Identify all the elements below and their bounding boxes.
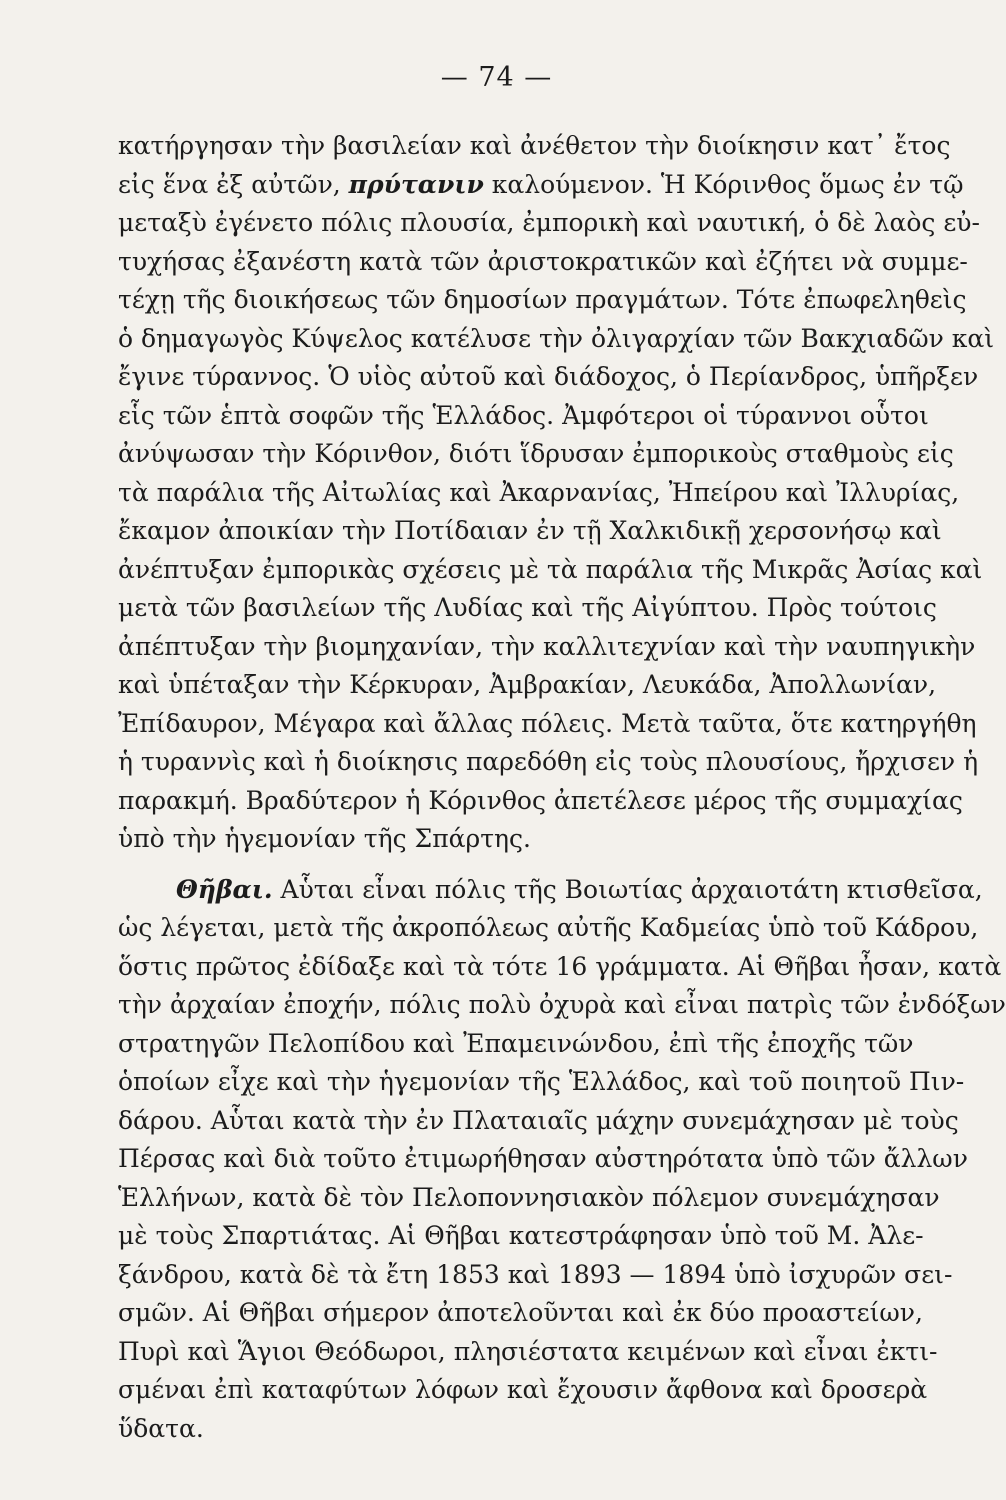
body-text xyxy=(118,127,1006,1448)
emphasized-term: πρύτανιν xyxy=(348,169,484,199)
text-line: σμέναι ἐπὶ καταφύτων λόφων καὶ ἔχουσιν ἄφθονα καὶ δροσερὰ xyxy=(118,1375,928,1404)
section-heading: Θῆβαι. xyxy=(176,874,273,904)
text-line: μετὰ τῶν βασιλείων τῆς Λυδίας καὶ τῆς Αἰγύπτου. Πρὸς τούτοις xyxy=(118,593,937,622)
text-line: σμῶν. Αἱ Θῆβαι σήμερον ἀποτελοῦνται καὶ ἐκ δύο προαστείων, xyxy=(118,1298,923,1327)
text-line: ὕδατα. xyxy=(118,1413,204,1443)
text-line: ἀνέπτυξαν ἐμπορικὰς σχέσεις μὲ τὰ παράλια τῆς Μικρᾶς Ἀσίας καὶ xyxy=(118,554,983,584)
text-line: μεταξὺ ἐγένετο πόλις πλουσία, ἐμπορικὴ καὶ ναυτική, ὁ δὲ λαὸς εὐ- xyxy=(118,208,980,237)
text-line: τὰ παράλια τῆς Αἰτωλίας καὶ Ἀκαρνανίας, Ἠπείρου καὶ Ἰλλυρίας, xyxy=(118,477,960,507)
text-line: ἀπέπτυξαν τὴν βιομηχανίαν, τὴν καλλιτεχνίαν καὶ τὴν ναυπηγικὴν xyxy=(118,631,976,661)
text-line xyxy=(118,871,983,910)
text-line: στρατηγῶν Πελοπίδου καὶ Ἐπαμεινώνδου, ἐπὶ τῆς ἐποχῆς τῶν xyxy=(118,1028,914,1058)
text-line: ξάνδρου, κατὰ δὲ τὰ ἔτη 1853 καὶ 1893 — 1894 ὑπὸ ἰσχυρῶν σει- xyxy=(118,1259,953,1289)
text-line: ὑπὸ τὴν ἡγεμονίαν τῆς Σπάρτης. xyxy=(118,824,531,853)
text-line: ἔκαμον ἀποικίαν τὴν Ποτίδαιαν ἐν τῇ Χαλκιδικῇ χερσονήσῳ καὶ xyxy=(118,516,942,545)
text-line xyxy=(118,166,964,205)
text-line: ἡ τυραννὶς καὶ ἡ διοίκησις παρεδόθη εἰς τοὺς πλουσίους, ἤρχισεν ἡ xyxy=(118,747,979,776)
text-line: ὅστις πρῶτος ἐδίδαξε καὶ τὰ τότε 16 γράμματα. Αἱ Θῆβαι ἦσαν, κατὰ xyxy=(118,951,1002,981)
text-run: Αὗται εἶναι πόλις τῆς Βοιωτίας ἀρχαιοτάτη κτισθεῖσα, xyxy=(272,874,983,904)
text-run: καλούμενον. Ἡ Κόρινθος ὅμως ἐν τῷ xyxy=(483,169,964,199)
paragraph-spacer xyxy=(118,859,895,871)
page-number: — 74 — xyxy=(440,62,553,93)
paragraph-korinthos xyxy=(118,127,995,859)
text-line: Πέρσας καὶ διὰ τοῦτο ἐτιμωρήθησαν αὐστηρότατα ὑπὸ τῶν ἄλλων xyxy=(118,1144,968,1173)
text-line: εἷς τῶν ἑπτὰ σοφῶν τῆς Ἑλλάδος. Ἀμφότεροι οἱ τύραννοι οὗτοι xyxy=(118,400,929,430)
text-line: ὡς λέγεται, μετὰ τῆς ἀκροπόλεως αὐτῆς Καδμείας ὑπὸ τοῦ Κάδρου, xyxy=(118,913,979,942)
text-line: παρακμή. Βραδύτερον ἡ Κόρινθος ἀπετέλεσε μέρος τῆς συμμαχίας xyxy=(118,785,963,815)
text-line: ἀνύψωσαν τὴν Κόρινθον, διότι ἵδρυσαν ἐμπορικοὺς σταθμοὺς εἰς xyxy=(118,439,954,468)
text-line: ὁποίων εἶχε καὶ τὴν ἡγεμονίαν τῆς Ἑλλάδος, καὶ τοῦ ποιητοῦ Πιν- xyxy=(118,1067,965,1096)
paragraph-thebes xyxy=(118,871,1006,1449)
text-line: μὲ τοὺς Σπαρτιάτας. Αἱ Θῆβαι κατεστράφησαν ὑπὸ τοῦ Μ. Ἀλε- xyxy=(118,1221,924,1250)
text-line: ὁ δημαγωγὸς Κύψελος κατέλυσε τὴν ὀλιγαρχίαν τῶν Βακχιαδῶν καὶ xyxy=(118,323,995,353)
text-line: καὶ ὑπέταξαν τὴν Κέρκυραν, Ἀμβρακίαν, Λευκάδα, Ἀπολλωνίαν, xyxy=(118,670,937,699)
text-line: Ἐπίδαυρον, Μέγαρα καὶ ἄλλας πόλεις. Μετὰ ταῦτα, ὅτε κατηργήθη xyxy=(118,708,977,738)
text-line: δάρου. Αὗται κατὰ τὴν ἐν Πλαταιαῖς μάχην συνεμάχησαν μὲ τοὺς xyxy=(118,1105,959,1135)
text-line: κατήργησαν τὴν βασιλείαν καὶ ἀνέθετον τὴν διοίκησιν κατ᾽ ἔτος xyxy=(118,131,951,160)
text-line: τέχῃ τῆς διοικήσεως τῶν δημοσίων πραγμάτων. Τότε ἐπωφεληθεὶς xyxy=(118,285,967,314)
text-line: Ἑλλήνων, κατὰ δὲ τὸν Πελοποννησιακὸν πόλεμον συνεμάχησαν xyxy=(118,1182,940,1212)
text-line: τυχήσας ἐξανέστη κατὰ τῶν ἀριστοκρατικῶν καὶ ἐζήτει νὰ συμμε- xyxy=(118,246,968,276)
text-line: τὴν ἀρχαίαν ἐποχήν, πόλις πολὺ ὀχυρὰ καὶ εἶναι πατρὶς τῶν ἐνδόξων xyxy=(118,990,1006,1019)
text-line: Πυρὶ καὶ Ἅγιοι Θεόδωροι, πλησιέστατα κειμένων καὶ εἶναι ἐκτι- xyxy=(118,1336,938,1366)
text-line: ἔγινε τύραννος. Ὁ υἱὸς αὐτοῦ καὶ διάδοχος, ὁ Περίανδρος, ὑπῆρξεν xyxy=(118,362,979,391)
text-run: εἰς ἕνα ἐξ αὐτῶν, xyxy=(118,169,349,199)
